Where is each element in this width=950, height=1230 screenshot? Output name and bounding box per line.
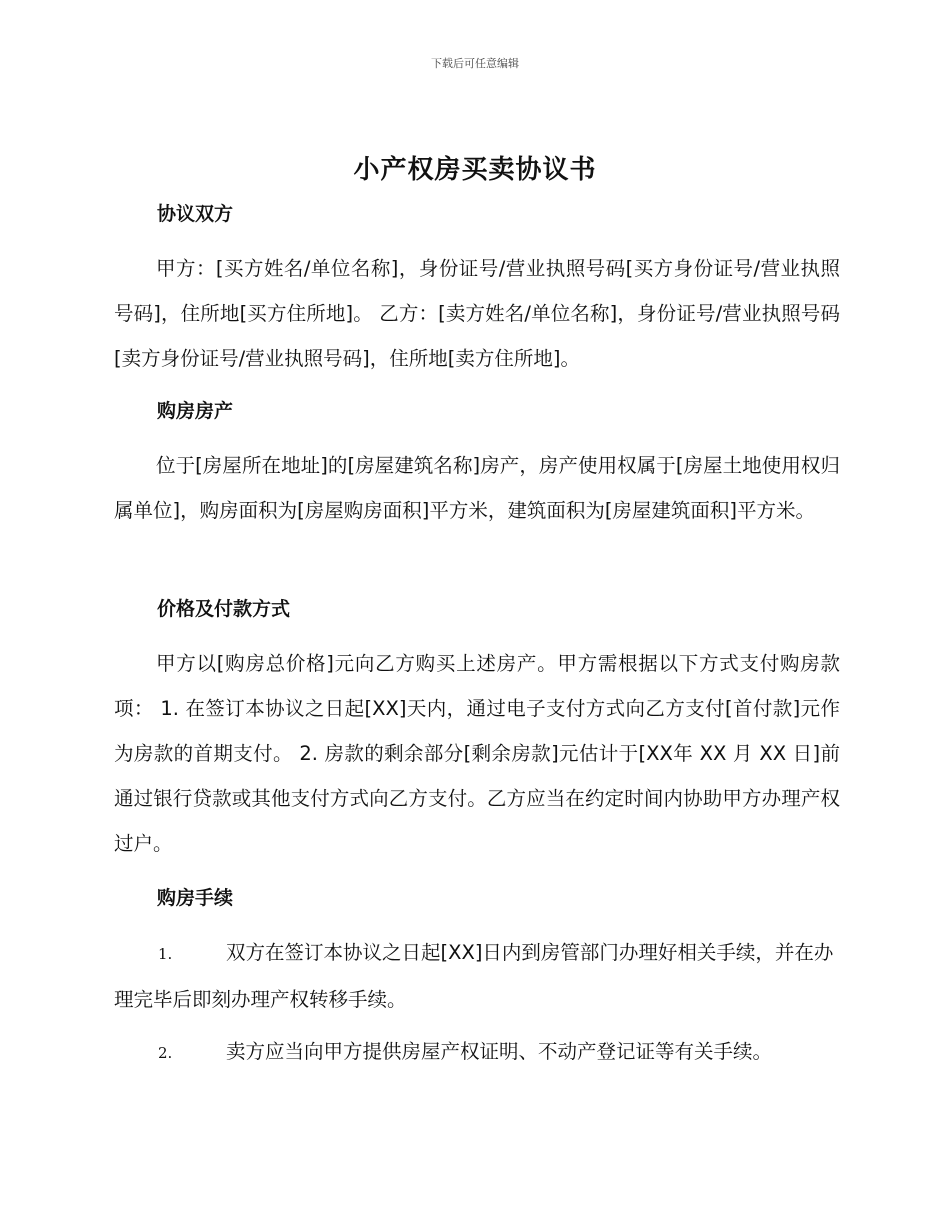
list-item (114, 1029, 840, 1076)
section-heading-procedures: 购房手续 (157, 887, 234, 909)
section-heading-parties: 协议双方 (157, 203, 234, 225)
list-item-number: 2. (158, 1044, 173, 1062)
list-item-text: 卖方应当向甲方提供房屋产权证明、不动产登记证等有关手续。 (226, 1040, 773, 1063)
list-item-number: 1. (158, 945, 173, 963)
document-title: 小产权房买卖协议书 (353, 155, 597, 185)
section-text-parties: 甲方：[买方姓名/单位名称]，身份证号/营业执照号码[买方身份证号/营业执照号码]，住所地[买方住所地]。 乙方：[卖方姓名/单位名称]，身份证号/营业执照号码[卖方身份证号/营业执照号码]，住所地[卖方住所地]。 (114, 257, 840, 370)
list-item-text: 双方在签订本协议之日起[XX]日内到房管部门办理好相关手续，并在办理完毕后即刻办理产权转移手续。 (114, 941, 834, 1011)
section-heading-property: 购房房产 (157, 400, 234, 422)
section-text-price-payment: 甲方以[购房总价格]元向乙方购买上述房产。甲方需根据以下方式支付购房款项： 1. 在签订本协议之日起[XX]天内，通过电子支付方式向乙方支付[首付款]元作为房款的首期支付。 2. 房款的剩余部分[剩余房款]元估计于[XX年 XX 月 XX 日]前通过银行贷款或其他支付方式向乙方支付。乙方应当在约定时间内协助甲方办理产权过户。 (114, 652, 840, 855)
header-note: 下载后可任意编辑 (431, 57, 519, 70)
section-text-property: 位于[房屋所在地址]的[房屋建筑名称]房产，房产使用权属于[房屋土地使用权归属单位]，购房面积为[房屋购房面积]平方米，建筑面积为[房屋建筑面积]平方米。 (114, 454, 840, 522)
list-item (114, 930, 840, 1022)
section-heading-price-payment: 价格及付款方式 (157, 598, 291, 620)
